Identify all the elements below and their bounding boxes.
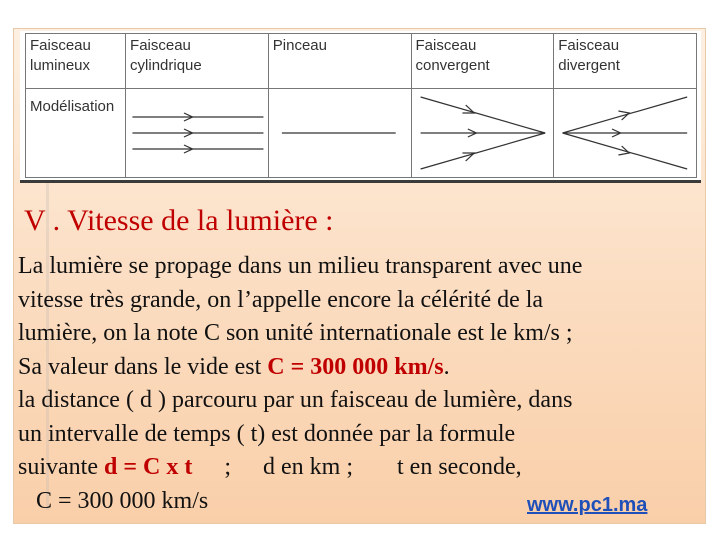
cylindrical-beam-cell [126,89,269,178]
table-model-row [26,89,697,178]
diverging-beam-cell [554,89,697,178]
distance-formula: d = C x t [103,454,193,480]
formula-separator: ; [224,454,232,480]
header-line: Faisceau [30,37,91,54]
paragraph [18,250,708,518]
diverging-beam-diagram [554,89,696,177]
header-line: Faisceau [558,37,620,54]
speed-intro: Sa valeur dans le vide est [18,353,268,380]
paragraph-line-7 [18,451,708,485]
header-cell-faisceau-convergent [411,34,554,89]
header-cell-pinceau [268,34,411,89]
header-cell-faisceau-cylindrique [126,34,269,89]
header-cell-faisceau-divergent [554,34,697,89]
converging-beam-diagram [412,89,554,177]
row-label-modelisation: Modélisation [26,89,126,178]
distance-unit: d en km ; [263,454,354,480]
paragraph-line-5: la distance ( d ) parcouru par un faisceau de lumière, dans [18,387,573,413]
header-line: convergent [415,57,490,74]
paragraph-line-3: lumière, on la note C son unité internationale est le km/s ; [18,320,573,346]
time-unit: t en seconde, [397,454,522,480]
header-line: cylindrique [130,57,202,74]
paragraph-line-2: vitesse très grande, on l’appelle encore la célérité de la [18,286,544,313]
header-line: Faisceau [415,37,477,54]
paragraph-line-1: La lumière se propage dans un milieu transparent avec une [18,253,583,279]
speed-suffix: . [443,353,450,380]
table-header-row [26,34,697,89]
speed-of-light-value: C = 300 000 km/s [267,353,444,380]
beams-table [25,33,697,178]
pencil-beam-cell [268,89,411,178]
paragraph-line-4 [18,351,708,385]
paragraph-line-8: C = 300 000 km/s [36,487,209,514]
cylindrical-beam-diagram [126,89,268,177]
header-line: lumineux [30,57,91,74]
formula-intro: suivante [18,454,104,480]
paragraph-line-6: un intervalle de temps ( t) est donnée par la formule [18,420,516,447]
light-beams-table [20,31,701,183]
section-title: V . Vitesse de la lumière : [24,204,334,237]
header-line: Pinceau [272,37,327,54]
converging-beam-cell [411,89,554,178]
header-line: Faisceau [130,37,191,54]
header-line: divergent [558,57,620,74]
pencil-beam-diagram [269,89,411,177]
website-link[interactable]: www.pc1.ma [527,494,648,516]
header-cell-faisceau-lumineux [26,34,126,89]
